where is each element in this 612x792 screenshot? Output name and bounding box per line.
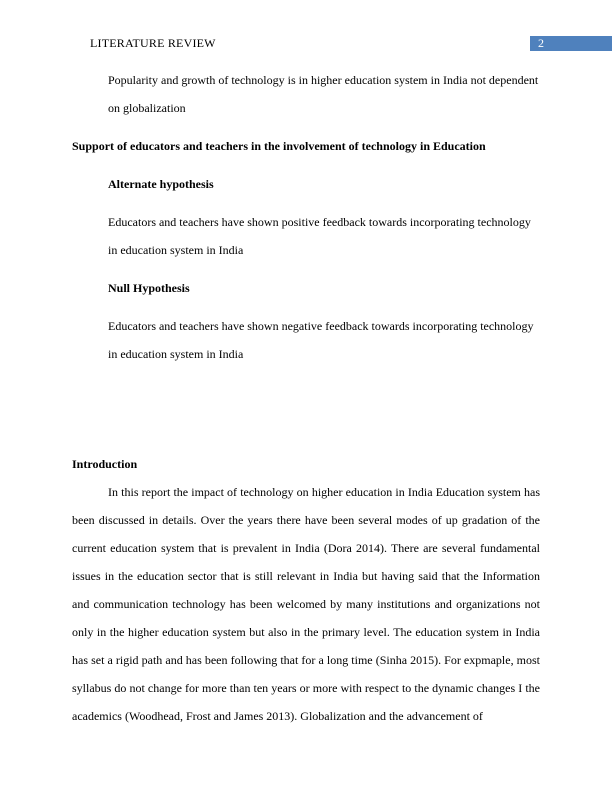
null-hypothesis-text: Educators and teachers have shown negative feedback towards incorporating technology in education system in India — [108, 319, 534, 361]
document-body — [72, 66, 540, 730]
section-heading: Support of educators and teachers in the involvement of technology in Education — [72, 139, 486, 153]
running-head: LITERATURE REVIEW — [90, 36, 216, 50]
page-number: 2 — [538, 36, 544, 50]
introduction-body: In this report the impact of technology on higher education in India Education system has been discussed in details. Over the years there have been several modes of up gradation of the current education system that is prevalent in India (Dora 2014). There are several fundamental issues in the education sector that is still relevant in India but having said that the Information and communication technology has been welcomed by many institutions and organizations not only in the higher education system but also in the primary level. The education system in India has set a rigid path and has been following that for a long time (Sinha 2015). For expmaple, most syllabus do not change for more than ten years or more with respect to the dynamic changes I the academics (Woodhead, Frost and James 2013). Globalization and the advancement of — [72, 485, 540, 723]
null-hypothesis-label: Null Hypothesis — [108, 281, 190, 295]
globalization-null-hypothesis: Popularity and growth of technology is in higher education system in India not dependent on globalization — [108, 73, 539, 115]
page-number-badge — [530, 36, 612, 51]
alternate-hypothesis-label: Alternate hypothesis — [108, 177, 214, 191]
alternate-hypothesis-text: Educators and teachers have shown positive feedback towards incorporating technology in education system in India — [108, 215, 531, 257]
introduction-heading: Introduction — [72, 457, 138, 471]
page-header — [0, 36, 612, 52]
